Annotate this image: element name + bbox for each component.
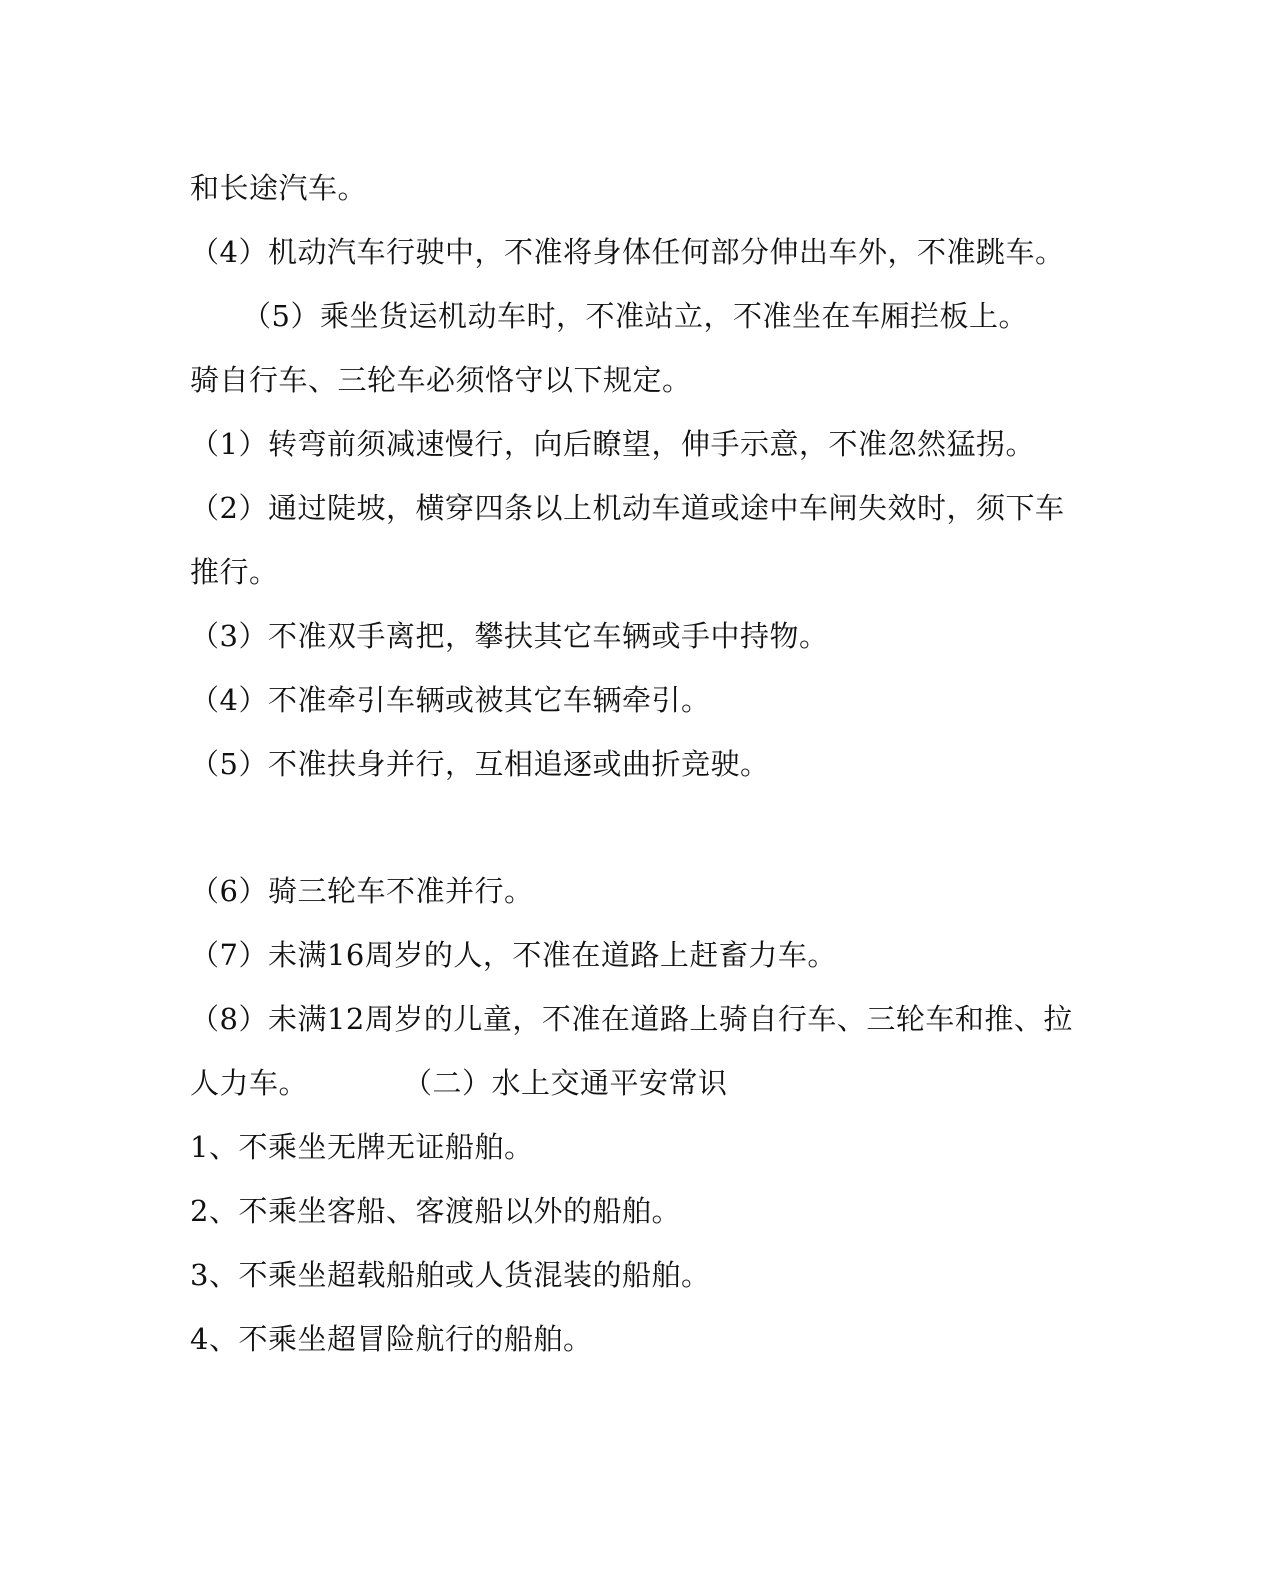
text-line: 1、不乘坐无牌无证船舶。 xyxy=(190,1130,534,1164)
text-line: 4、不乘坐超冒险航行的船舶。 xyxy=(190,1322,593,1356)
text-line xyxy=(190,1063,1050,1103)
text-line: （4）不准牵引车辆或被其它车辆牵引。 xyxy=(190,683,711,717)
text-line: （7）未满16周岁的人，不准在道路上赶畜力车。 xyxy=(190,938,837,972)
text-line: 3、不乘坐超载船舶或人货混装的船舶。 xyxy=(190,1258,711,1292)
text-line: （8）未满12周岁的儿童，不准在道路上骑自行车、三轮车和推、拉 xyxy=(190,1002,1073,1036)
text-line: （3）不准双手离把，攀扶其它车辆或手中持物。 xyxy=(190,619,829,653)
text-line: 骑自行车、三轮车必须恪守以下规定。 xyxy=(190,363,692,397)
text-line: （5）不准扶身并行，互相追逐或曲折竞驶。 xyxy=(190,747,770,781)
text-line: （6）骑三轮车不准并行。 xyxy=(190,874,534,908)
text-line: 和长途汽车。 xyxy=(190,171,368,205)
text-segment: 人力车。 xyxy=(190,1066,309,1100)
text-line: 推行。 xyxy=(190,555,279,589)
text-line: （2）通过陡坡，横穿四条以上机动车道或途中车闸失效时，须下车 xyxy=(190,491,1065,525)
section-heading: （二）水上交通平安常识 xyxy=(403,1066,728,1100)
text-line: 2、不乘坐客船、客渡船以外的船舶。 xyxy=(190,1194,681,1228)
text-line: （1）转弯前须减速慢行，向后瞭望，伸手示意，不准忽然猛拐。 xyxy=(190,427,1035,461)
text-line: （5）乘坐货运机动车时，不准站立，不准坐在车厢拦板上。 xyxy=(242,299,1028,333)
text-line: （4）机动汽车行驶中，不准将身体任何部分伸出车外，不准跳车。 xyxy=(190,235,1065,269)
